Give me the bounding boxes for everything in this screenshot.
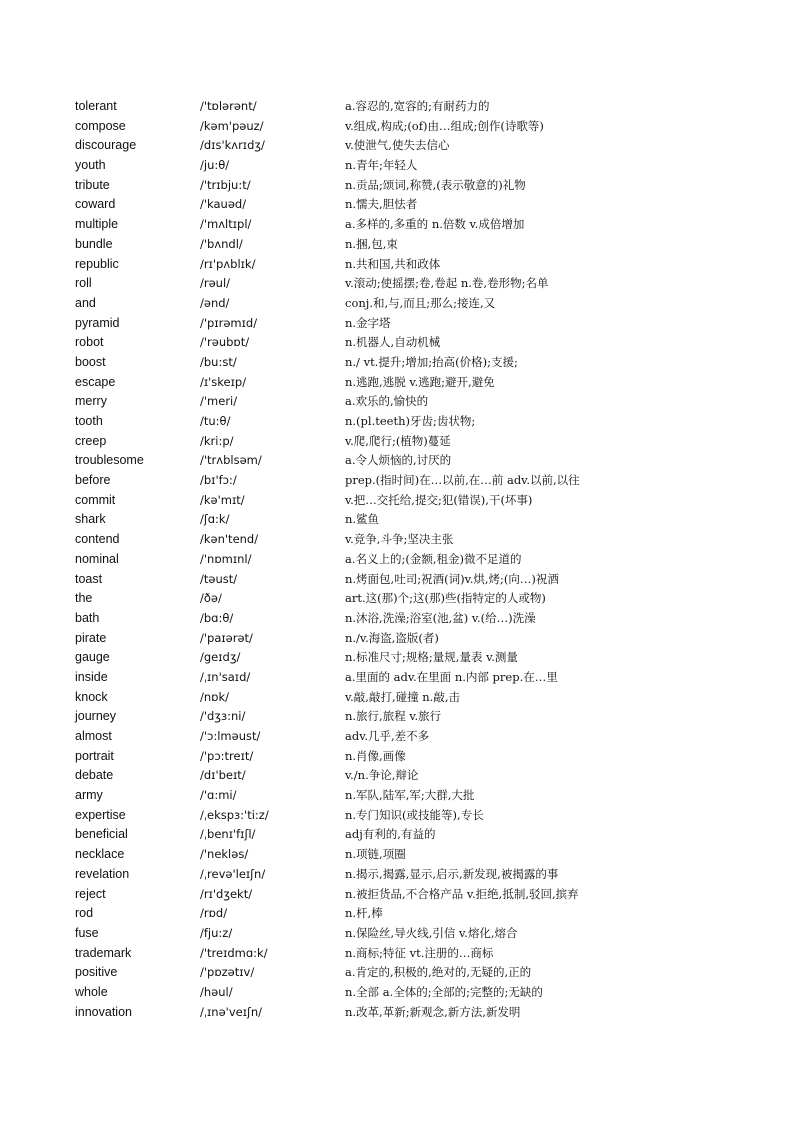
- entry-phonetic: /ˌbenɪ'fɪʃl/: [200, 827, 256, 842]
- entry-definition: n.青年;年轻人: [345, 158, 418, 173]
- entry-phonetic: /ˌɪn'saɪd/: [200, 669, 251, 684]
- entry-definition: v./n.争论,辩论: [345, 768, 419, 783]
- vocab-entry: [75, 1003, 775, 1023]
- entry-definition: conj.和,与,而且;那么;接连,又: [345, 295, 496, 310]
- entry-word: revelation: [75, 866, 130, 881]
- entry-word: positive: [75, 965, 118, 980]
- entry-definition: n.商标;特征 vt.注册的…商标: [345, 945, 494, 960]
- entry-phonetic: /rɪ'pʌblɪk/: [200, 256, 256, 271]
- vocab-entry: [75, 176, 775, 196]
- vocab-entry: [75, 530, 775, 550]
- entry-word: multiple: [75, 217, 119, 232]
- entry-phonetic: /bɑ:θ/: [200, 610, 234, 625]
- entry-definition: n.杆,棒: [345, 906, 383, 921]
- entry-phonetic: /'nekləs/: [200, 847, 249, 862]
- vocab-entry: [75, 392, 775, 412]
- entry-word: shark: [75, 512, 106, 527]
- entry-phonetic: /dɪs'kʌrɪdʒ/: [200, 138, 265, 153]
- entry-definition: n.保险丝,导火线,引信 v.熔化,熔合: [345, 925, 518, 940]
- entry-phonetic: /'pɔ:treɪt/: [200, 748, 254, 763]
- entry-word: coward: [75, 197, 116, 212]
- vocab-entry: [75, 432, 775, 452]
- vocab-entry: [75, 255, 775, 275]
- vocab-entry: [75, 924, 775, 944]
- entry-phonetic: /ˌɪnə'veɪʃn/: [200, 1004, 263, 1019]
- vocab-entry: [75, 668, 775, 688]
- entry-phonetic: /'rəubɒt/: [200, 335, 250, 350]
- entry-word: pyramid: [75, 315, 120, 330]
- entry-phonetic: /fju:z/: [200, 925, 233, 940]
- entry-phonetic: /dɪ'beɪt/: [200, 768, 246, 783]
- entry-phonetic: /ðə/: [200, 591, 222, 606]
- vocab-entry: [75, 806, 775, 826]
- entry-word: escape: [75, 374, 116, 389]
- entry-word: fuse: [75, 925, 99, 940]
- entry-phonetic: /bu:st/: [200, 354, 237, 369]
- vocab-entry: [75, 117, 775, 137]
- vocab-entry: [75, 215, 775, 235]
- vocab-entry: [75, 314, 775, 334]
- entry-definition: v.滚动;使摇摆;卷,卷起 n.卷,卷形物;名单: [345, 276, 549, 291]
- entry-word: innovation: [75, 1004, 132, 1019]
- entry-phonetic: /'bʌndl/: [200, 236, 243, 251]
- entry-phonetic: /ʃɑ:k/: [200, 512, 230, 527]
- vocab-entry: [75, 373, 775, 393]
- entry-definition: n.项链,项圈: [345, 847, 406, 862]
- entry-phonetic: /ˌrevə'leɪʃn/: [200, 866, 266, 881]
- entry-definition: n.改革,革新;新观念,新方法,新发明: [345, 1004, 521, 1019]
- entry-word: toast: [75, 571, 103, 586]
- entry-phonetic: /'trɪbju:t/: [200, 177, 251, 192]
- entry-word: boost: [75, 354, 106, 369]
- vocab-entry: [75, 235, 775, 255]
- entry-definition: n.军队,陆军,军;大群,大批: [345, 788, 475, 803]
- entry-word: troublesome: [75, 453, 144, 468]
- vocab-entry: [75, 629, 775, 649]
- entry-word: before: [75, 473, 111, 488]
- entry-definition: n./ vt.提升;增加;抬高(价格);支援;: [345, 354, 518, 369]
- vocab-entry: [75, 136, 775, 156]
- vocab-entry: [75, 353, 775, 373]
- entry-phonetic: /rəul/: [200, 276, 231, 291]
- entry-definition: adv.几乎,差不多: [345, 729, 430, 743]
- entry-phonetic: /'ɔ:lməust/: [200, 729, 261, 743]
- vocab-entry: [75, 963, 775, 983]
- vocab-entry: [75, 491, 775, 511]
- entry-word: tribute: [75, 177, 110, 192]
- entry-phonetic: /rɒd/: [200, 906, 228, 921]
- vocab-entry: [75, 609, 775, 629]
- entry-definition: n.烤面包,吐司;祝酒(词)v.烘,烤;(向…)祝酒: [345, 571, 559, 586]
- entry-word: republic: [75, 256, 119, 271]
- vocab-entry: [75, 983, 775, 1003]
- entry-definition: n.鲨鱼: [345, 512, 380, 527]
- entry-phonetic: /kə'mɪt/: [200, 492, 245, 507]
- entry-definition: v.敲,敲打,碰撞 n.敲,击: [345, 689, 460, 704]
- entry-word: tolerant: [75, 99, 117, 113]
- vocab-entry: [75, 274, 775, 294]
- entry-definition: n.逃跑,逃脱 v.逃跑;避开,避免: [345, 374, 495, 389]
- entry-phonetic: /kəm'pəuz/: [200, 118, 264, 133]
- entry-phonetic: /'treɪdmɑ:k/: [200, 945, 268, 960]
- vocab-entry: [75, 648, 775, 668]
- entry-word: rod: [75, 906, 94, 921]
- entry-definition: n.沐浴,洗澡;浴室(池,盆) v.(给…)洗澡: [345, 610, 536, 625]
- entry-word: whole: [75, 984, 108, 999]
- entry-definition: n.机器人,自动机械: [345, 335, 441, 350]
- vocab-entry: [75, 97, 775, 117]
- entry-word: robot: [75, 335, 104, 350]
- entry-word: nominal: [75, 551, 119, 566]
- entry-definition: n.被拒货品,不合格产品 v.拒绝,抵制,驳回,摈弃: [345, 886, 579, 901]
- entry-phonetic: /'dʒɜ:ni/: [200, 709, 246, 724]
- entry-phonetic: /ˌekspɜ:'ti:z/: [200, 807, 269, 822]
- entry-word: expertise: [75, 807, 126, 822]
- entry-definition: n.共和国,共和政体: [345, 256, 441, 271]
- entry-definition: a.多样的,多重的 n.倍数 v.成倍增加: [345, 217, 525, 232]
- vocab-entry: [75, 195, 775, 215]
- entry-definition: v.爬,爬行;(植物)蔓延: [345, 433, 451, 448]
- entry-word: the: [75, 591, 93, 606]
- entry-definition: prep.(指时间)在…以前,在…前 adv.以前,以往: [345, 473, 580, 488]
- vocab-entry: [75, 865, 775, 885]
- vocab-entry: [75, 294, 775, 314]
- entry-phonetic: /'pɒzətɪv/: [200, 965, 255, 980]
- vocab-entry: [75, 412, 775, 432]
- entry-definition: n.标准尺寸;规格;量规,量表 v.测量: [345, 650, 518, 665]
- entry-word: creep: [75, 433, 107, 448]
- entry-phonetic: /ɪ'skeɪp/: [200, 374, 247, 389]
- vocab-entry: [75, 156, 775, 176]
- entry-word: discourage: [75, 138, 137, 153]
- vocab-entry: [75, 589, 775, 609]
- entry-phonetic: /nɒk/: [200, 689, 229, 704]
- entry-phonetic: /bɪ'fɔ:/: [200, 473, 237, 488]
- vocab-entry: [75, 766, 775, 786]
- vocab-entry: [75, 727, 775, 747]
- entry-word: tooth: [75, 414, 103, 428]
- entry-word: contend: [75, 532, 120, 547]
- entry-definition: n.专门知识(或技能等),专长: [345, 807, 484, 822]
- entry-phonetic: /'kauəd/: [200, 197, 247, 212]
- vocab-entry: [75, 570, 775, 590]
- vocab-entry: [75, 471, 775, 491]
- vocab-entry: [75, 707, 775, 727]
- entry-definition: n.懦夫,胆怯者: [345, 197, 418, 212]
- vocab-entry: [75, 825, 775, 845]
- vocab-entry: [75, 451, 775, 471]
- vocab-entry: [75, 550, 775, 570]
- entry-definition: a.容忍的,宽容的;有耐药力的: [345, 99, 490, 113]
- entry-word: reject: [75, 886, 106, 901]
- entry-phonetic: /ənd/: [200, 295, 230, 310]
- entry-phonetic: /təust/: [200, 571, 238, 586]
- entry-phonetic: /'nɒmɪnl/: [200, 551, 252, 566]
- vocab-entry: [75, 904, 775, 924]
- entry-word: trademark: [75, 945, 132, 960]
- entry-phonetic: /kən'tend/: [200, 532, 259, 547]
- entry-word: almost: [75, 729, 112, 743]
- entry-word: necklace: [75, 847, 125, 862]
- entry-definition: a.肯定的,积极的,绝对的,无疑的,正的: [345, 965, 532, 980]
- entry-word: beneficial: [75, 827, 128, 842]
- entry-word: commit: [75, 492, 116, 507]
- entry-word: army: [75, 788, 103, 803]
- entry-definition: a.令人烦恼的,讨厌的: [345, 453, 452, 468]
- entry-definition: n.揭示,揭露,显示,启示,新发现,被揭露的事: [345, 866, 559, 881]
- entry-word: bundle: [75, 236, 113, 251]
- entry-phonetic: /'trʌblsəm/: [200, 453, 262, 468]
- entry-phonetic: /'tɒlərənt/: [200, 99, 257, 113]
- entry-phonetic: /'paɪərət/: [200, 630, 253, 645]
- entry-word: youth: [75, 158, 106, 173]
- entry-definition: n.金字塔: [345, 315, 391, 330]
- vocab-entry: [75, 885, 775, 905]
- entry-word: gauge: [75, 650, 110, 665]
- entry-definition: art.这(那)个;这(那)些(指特定的人或物): [345, 591, 546, 606]
- vocab-entry: [75, 944, 775, 964]
- entry-word: portrait: [75, 748, 114, 763]
- entry-word: and: [75, 295, 96, 310]
- entry-phonetic: /'meri/: [200, 394, 238, 409]
- entry-word: bath: [75, 610, 100, 625]
- entry-definition: a.名义上的;(金额,租金)微不足道的: [345, 551, 522, 566]
- vocab-entry: [75, 333, 775, 353]
- entry-definition: adj有利的,有益的: [345, 827, 436, 842]
- entry-definition: n.贡品;颂词,称赞,(表示敬意的)礼物: [345, 177, 526, 192]
- entry-phonetic: /'mʌltɪpl/: [200, 217, 252, 232]
- entry-word: inside: [75, 669, 108, 684]
- entry-phonetic: /tu:θ/: [200, 414, 231, 428]
- entry-definition: v.使泄气,使失去信心: [345, 138, 450, 153]
- entry-phonetic: /geɪdʒ/: [200, 650, 241, 665]
- entry-definition: n.捆,包,束: [345, 236, 398, 251]
- vocab-entry: [75, 510, 775, 530]
- entry-word: compose: [75, 118, 126, 133]
- entry-word: merry: [75, 394, 107, 409]
- vocab-entry: [75, 747, 775, 767]
- entry-definition: n.全部 a.全体的;全部的;完整的;无缺的: [345, 984, 543, 999]
- entry-definition: n./v.海盗,盗版(者): [345, 630, 439, 645]
- entry-phonetic: /ju:θ/: [200, 158, 230, 173]
- entry-definition: v.组成,构成;(of)由…组成;创作(诗歌等): [345, 118, 544, 133]
- entry-definition: v.竞争,斗争;坚决主张: [345, 532, 454, 547]
- entry-phonetic: /həul/: [200, 984, 233, 999]
- entry-definition: a.里面的 adv.在里面 n.内部 prep.在…里: [345, 669, 558, 684]
- entry-word: roll: [75, 276, 92, 291]
- vocab-entry: [75, 845, 775, 865]
- entry-word: debate: [75, 768, 114, 783]
- entry-phonetic: /kri:p/: [200, 433, 234, 448]
- entry-word: journey: [75, 709, 116, 724]
- entry-phonetic: /'pɪrəmɪd/: [200, 315, 258, 330]
- vocabulary-list: [75, 97, 775, 1022]
- entry-definition: n.(pl.teeth)牙齿;齿状物;: [345, 414, 476, 428]
- entry-definition: n.旅行,旅程 v.旅行: [345, 709, 442, 724]
- entry-phonetic: /rɪ'dʒekt/: [200, 886, 253, 901]
- entry-word: knock: [75, 689, 108, 704]
- vocab-entry: [75, 688, 775, 708]
- entry-phonetic: /'ɑ:mi/: [200, 788, 237, 803]
- entry-word: pirate: [75, 630, 107, 645]
- vocab-entry: [75, 786, 775, 806]
- entry-definition: n.肖像,画像: [345, 748, 406, 763]
- entry-definition: v.把…交托给,提交;犯(错误),干(坏事): [345, 492, 533, 507]
- entry-definition: a.欢乐的,愉快的: [345, 394, 429, 409]
